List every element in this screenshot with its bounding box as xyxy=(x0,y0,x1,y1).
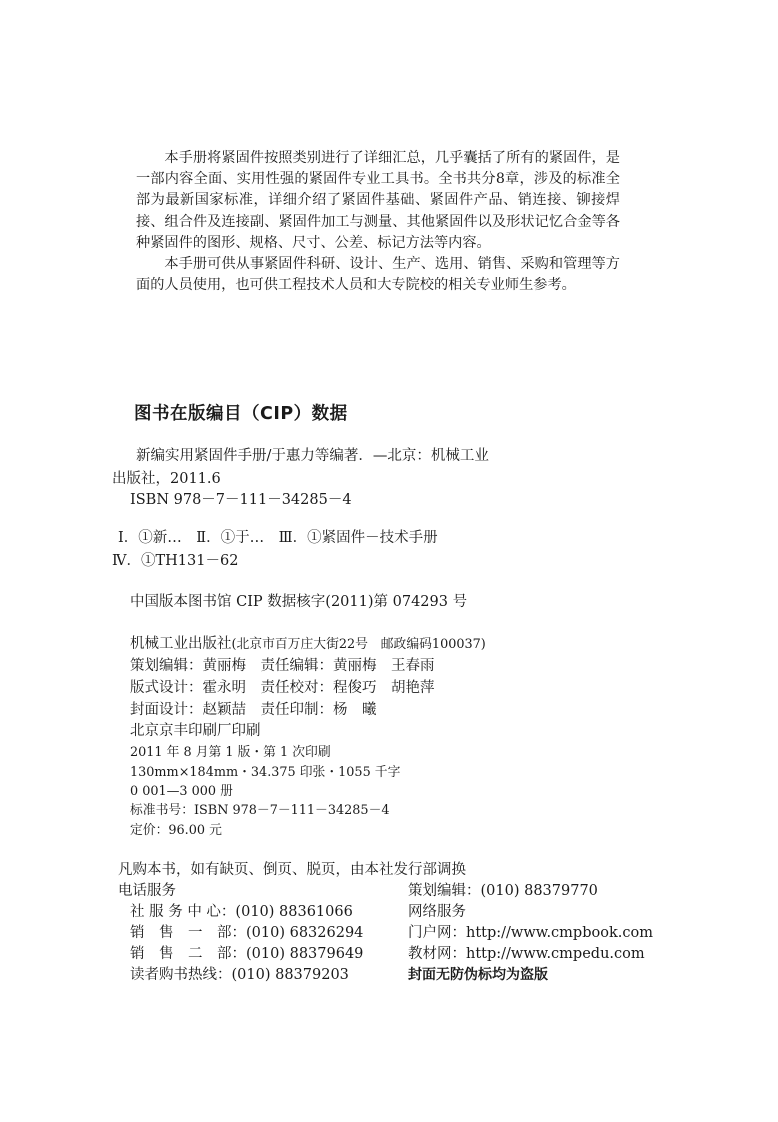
abstract-block xyxy=(136,148,620,296)
publisher-name: 机械工业出版社 xyxy=(130,636,232,652)
design-line: 版式设计：霍永明 责任校对：程俊巧 胡艳萍 xyxy=(130,680,435,696)
cip-record-number: 中国版本图书馆 CIP 数据核字(2011)第 074293 号 xyxy=(130,594,468,610)
editors-line: 策划编辑：黄丽梅 责任编辑：黄丽梅 王春雨 xyxy=(130,658,435,674)
service-center-phone: 社 服 务 中 心：(010) 88361066 xyxy=(130,904,353,920)
cip-entry-line-2: 出版社，2011.6 xyxy=(112,471,221,487)
cip-classification-line-2: Ⅳ．①TH131－62 xyxy=(112,553,239,569)
return-notice: 凡购本书，如有缺页、倒页、脱页，由本社发行部调换 xyxy=(118,862,466,878)
abstract-paragraph-1: 本手册将紧固件按照类别进行了详细汇总，几乎囊括了所有的紧固件，是一部内容全面、实用性强的紧固件专业工具书。全书共分8章，涉及的标准全部为最新国家标准，详细介绍了紧固件基础、紧固件产品、销连接、铆接焊接、组合件及连接副、紧固件加工与测量、其他紧固件以及形状记忆合金等各种紧固件的图形、规格、尺寸、公差、标记方法等内容。 xyxy=(136,150,620,251)
publisher-address: (北京市百万庄大街22号 邮政编码100037) xyxy=(231,637,486,652)
cip-isbn: ISBN 978－7－111－34285－4 xyxy=(130,492,352,508)
cip-entry-line-1: 新编实用紧固件手册/于惠力等编著．—北京：机械工业 xyxy=(136,448,489,464)
format-line: 130mm×184mm・34.375 印张・1055 千字 xyxy=(130,765,401,780)
standard-number-line: 标准书号：ISBN 978－7－111－34285－4 xyxy=(130,803,390,818)
edition-line: 2011 年 8 月第 1 版・第 1 次印刷 xyxy=(130,745,331,760)
cip-heading: 图书在版编目（CIP）数据 xyxy=(134,404,348,424)
abstract-paragraph-2: 本手册可供从事紧固件科研、设计、生产、选用、销售、采购和管理等方面的人员使用，也可供工程技术人员和大专院校的相关专业师生参考。 xyxy=(136,256,620,294)
price-line: 定价：96.00 元 xyxy=(130,823,222,838)
anti-piracy-notice: 封面无防伪标均为盗版 xyxy=(408,967,548,983)
network-service-label: 网络服务 xyxy=(408,904,466,920)
sales-dept-2-phone: 销 售 二 部：(010) 88379649 xyxy=(130,946,364,962)
publisher-line xyxy=(130,634,486,655)
cip-classification-line-1: Ⅰ．①新… Ⅱ．①于… Ⅲ．①紧固件－技术手册 xyxy=(118,530,438,546)
reader-hotline: 读者购书热线：(010) 88379203 xyxy=(130,967,349,983)
sales-dept-1-phone: 销 售 一 部：(010) 68326294 xyxy=(130,925,364,941)
portal-url: 门户网：http://www.cmpbook.com xyxy=(408,925,653,941)
planning-editor-phone: 策划编辑：(010) 88379770 xyxy=(408,883,598,899)
cover-line: 封面设计：赵颖喆 责任印制：杨 曦 xyxy=(130,702,377,718)
phone-service-label: 电话服务 xyxy=(118,883,176,899)
printer-line: 北京京丰印刷厂印刷 xyxy=(130,723,261,739)
textbook-url: 教材网：http://www.cmpedu.com xyxy=(408,946,645,962)
copies-line: 0 001—3 000 册 xyxy=(130,784,233,799)
